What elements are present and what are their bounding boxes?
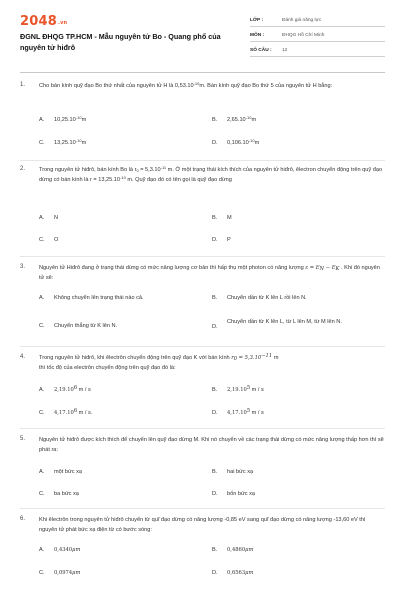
option-d[interactable]: D. bốn bức xạ bbox=[212, 491, 256, 497]
question-1 bbox=[20, 82, 385, 160]
option-a[interactable]: A. Không chuyển lên trạng thái nào cả. bbox=[39, 295, 144, 301]
logo-text: 2048 bbox=[20, 14, 57, 29]
option-b[interactable]: B. $2,65.10^{-10}m$ bbox=[212, 115, 257, 123]
meta-box bbox=[250, 14, 385, 59]
option-b[interactable]: B. hai bức xạ bbox=[212, 469, 254, 475]
question-divider bbox=[20, 346, 385, 347]
meta-row-class bbox=[250, 14, 385, 27]
question-number: 3. bbox=[20, 264, 26, 270]
logo-tld: .vn bbox=[57, 20, 68, 26]
question-divider bbox=[20, 508, 385, 509]
option-b[interactable]: B. 2,19.10$^5$ m / s bbox=[212, 385, 264, 393]
option-c[interactable]: C. O bbox=[39, 237, 59, 243]
option-a[interactable]: A. một bức xạ bbox=[39, 469, 82, 475]
question-text: Trong nguyên tử hiđrô, khi êlectrôn chuyển động trên quỹ đạo K với bán kính $r_0 = 5,3.10^{-11}$ m thì tốc độ của electrôn chuyển động trên quỹ đạo đó là: bbox=[39, 353, 279, 371]
option-a[interactable]: A. $10,25.10^{-10}m$ bbox=[39, 115, 87, 123]
question-3 bbox=[20, 264, 385, 346]
meta-row-subject bbox=[250, 29, 385, 42]
question-number: 1. bbox=[20, 82, 26, 88]
question-6 bbox=[20, 516, 385, 590]
meta-row-count bbox=[250, 44, 385, 57]
option-d[interactable]: D. $0,106.10^{-10}m$ bbox=[212, 138, 260, 146]
meta-value: ĐHQG Hồ Chí Minh bbox=[282, 32, 325, 38]
meta-value: Đánh giá năng lực bbox=[282, 17, 322, 23]
question-divider bbox=[20, 160, 385, 161]
page-header bbox=[0, 0, 400, 74]
option-a[interactable]: A. N bbox=[39, 215, 59, 221]
meta-value: 12 bbox=[282, 47, 288, 53]
site-logo[interactable] bbox=[20, 14, 67, 29]
question-divider bbox=[20, 428, 385, 429]
document-title: ĐGNL ĐHQG TP.HCM - Mẫu nguyên tử Bo - Quang phổ của nguyên tử hiđrô bbox=[20, 32, 221, 52]
option-c[interactable]: C. 0,0974μm bbox=[39, 570, 81, 576]
option-b[interactable]: B. 0,4860μm bbox=[212, 547, 254, 553]
meta-label: MÔN : bbox=[250, 32, 265, 38]
question-divider bbox=[20, 256, 385, 257]
option-d[interactable]: D. 0,6563μm bbox=[212, 570, 254, 576]
option-b[interactable]: B. Chuyển dần từ K lên L rồi lên N. bbox=[212, 295, 307, 301]
option-a[interactable]: A. 2,19.10$^6$ m / s bbox=[39, 385, 91, 393]
header-divider bbox=[20, 72, 385, 73]
question-number: 6. bbox=[20, 516, 26, 522]
meta-label: SỐ CÂU : bbox=[250, 47, 272, 53]
question-number: 5. bbox=[20, 436, 26, 442]
option-d[interactable]: D. 4,17.10$^5$ m / s bbox=[212, 408, 264, 416]
question-text: Khi êlectrôn trong nguyên tử hiđrô chuyển từ quĩ đạo dừng có năng lượng -0,85 eV sang quĩ đạo dừng có năng lượng -13,60 eV thì nguyên tử phát bức xạ điện từ có bước sóng: bbox=[39, 517, 366, 533]
option-c[interactable]: C. $13,25.10^{-10}m$ bbox=[39, 138, 87, 146]
option-c[interactable]: C. 4,17.10$^6$ m / s. bbox=[39, 408, 93, 416]
option-d[interactable]: D. P bbox=[212, 237, 231, 243]
question-text: Trong nguyên tử hiđrô, bán kính Bo là $r_0 = 5,3.10^{-11}$ m. Ở một trạng thái kích thích của nguyên tử hiđrô, êlectron chuyển động trên quỹ đạo dừng có bán kính là $r = 13,25.10^{-10}$ m. Quỹ đạo đó có tên gọi là quỹ đạo dừng bbox=[39, 165, 383, 183]
question-number: 4. bbox=[20, 354, 26, 360]
option-a[interactable]: A. 0,4340μm bbox=[39, 547, 81, 553]
option-b[interactable]: B. M bbox=[212, 215, 232, 221]
option-c[interactable]: C. ba bức xạ bbox=[39, 491, 79, 497]
question-text: Nguyên tử hiđrô được kích thích để chuyển lên quỹ đạo dừng M. Khi nó chuyển về các trạng thái dừng có mức năng lượng thấp hơn thì sẽ phát ra: bbox=[39, 437, 384, 453]
question-text: Cho bán kính quỹ đạo Bo thứ nhất của nguyên tử H là $0,53.10^{-10}m$. Bán kính quỹ đạo Bo thứ 5 của nguyên tử H bằng: bbox=[39, 81, 333, 89]
option-c[interactable]: C. Chuyển thẳng từ K lên N. bbox=[39, 323, 118, 329]
question-4 bbox=[20, 354, 385, 434]
question-text: Nguyên tử Hiđrô đang ở trạng thái dừng có mức năng lượng cơ bản thì hấp thụ một photon có năng lượng $\varepsilon = E_N - E_K$ . Khi đó nguyên tử sẽ: bbox=[39, 265, 380, 281]
question-number: 2. bbox=[20, 166, 26, 172]
meta-label: LỚP : bbox=[250, 17, 264, 23]
option-d[interactable]: D. Chuyển dần từ K lên L, từ L lên M, từ M lên N. bbox=[212, 319, 342, 330]
question-5 bbox=[20, 436, 385, 510]
question-2 bbox=[20, 166, 385, 254]
